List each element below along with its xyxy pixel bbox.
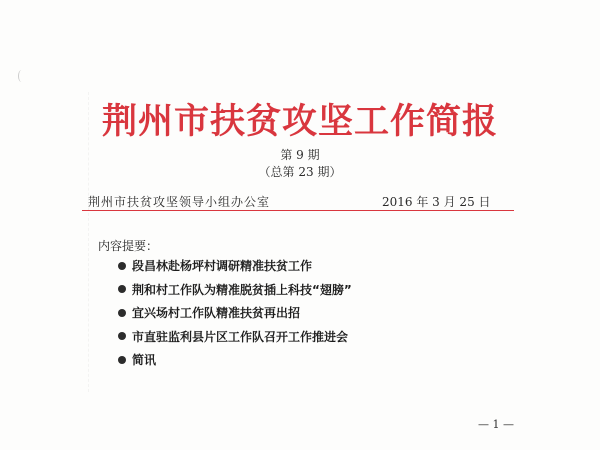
list-item: [118, 254, 352, 278]
summary-item-text: 宜兴场村工作队精准扶贫再出招: [132, 306, 301, 321]
list-item: [118, 348, 352, 372]
summary-item-text: 市直驻监利县片区工作队召开工作推进会: [132, 329, 349, 344]
issue-number: 第 9 期: [280, 148, 320, 162]
summary-item-text: 段昌林赴杨坪村调研精准扶贫工作: [132, 259, 313, 274]
summary-label: 内容提要：: [98, 239, 159, 253]
list-item: [118, 301, 352, 325]
summary-list: [118, 254, 352, 372]
summary-item-text: 简讯: [132, 353, 157, 368]
summary-item-text: 荆和村工作队为精准脱贫插上科技“翅膀”: [132, 282, 352, 297]
issuing-office: 荆州市扶贫攻坚领导小组办公室: [88, 195, 271, 209]
page-number: [0, 418, 600, 431]
bullet-dot-icon: [118, 309, 126, 317]
header-divider: [82, 210, 514, 211]
issue-date: 2016 年 3 月 25 日: [382, 195, 491, 209]
page-number-text: — 1 —: [478, 418, 514, 431]
bullet-dot-icon: [118, 356, 126, 364]
bulletin-title: 荆州市扶贫攻坚工作简报: [101, 101, 498, 142]
bullet-dot-icon: [118, 332, 126, 340]
scan-mark: [18, 70, 25, 82]
list-item: [118, 325, 352, 349]
total-issue-number: （总第 23 期）: [258, 165, 342, 179]
bullet-dot-icon: [118, 262, 126, 270]
bullet-dot-icon: [118, 285, 126, 293]
list-item: [118, 278, 352, 302]
